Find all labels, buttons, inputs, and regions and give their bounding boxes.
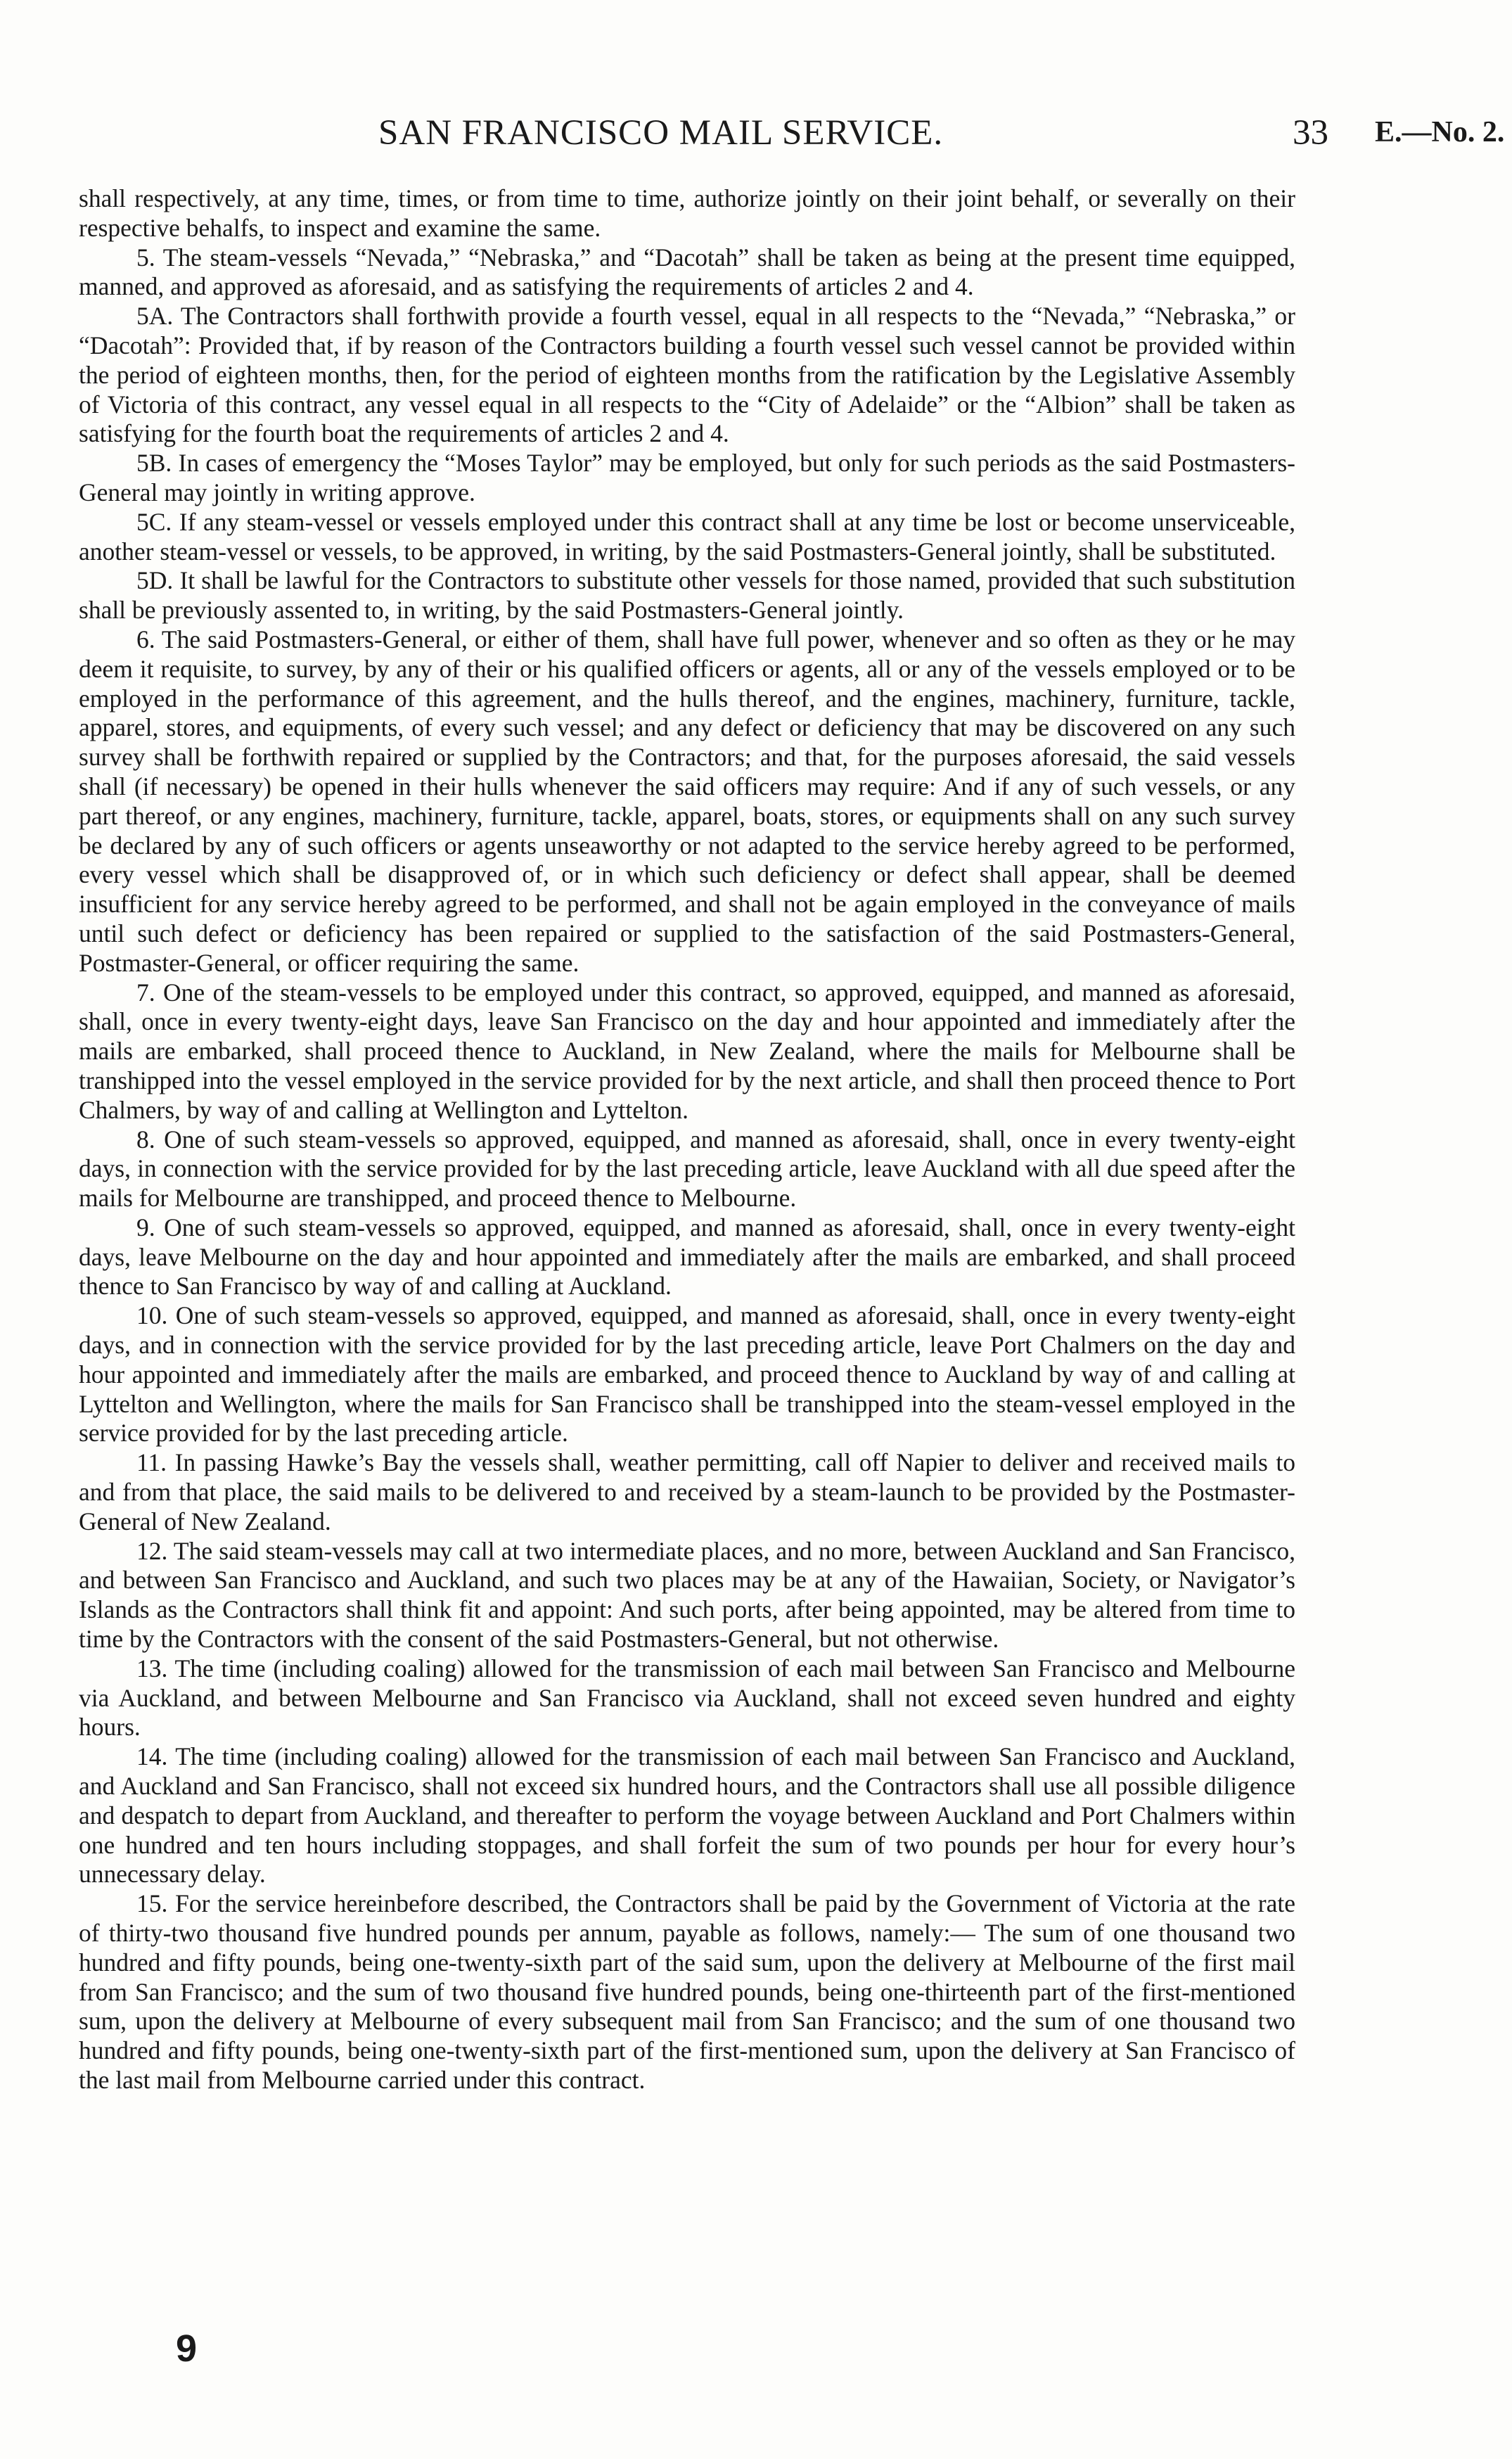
article-13: 13. The time (including coaling) allowed for the transmission of each mail between San Francisco and Melbourne via Auckland, and between Melbourne and San Francisco via Auckland, shall not exceed seven hundred and eighty hours.: [79, 1654, 1295, 1742]
article-12: 12. The said steam-vessels may call at two intermediate places, and no more, between Auckland and San Francisco, and between San Francisco and Auckland, and such two places may be at any of the Hawaiian, Society, or Navigator’s Islands as the Contractors shall think fit and appoint: And such ports, after being appointed, may be altered from time to time by the Contractors with the consent of the said Postmasters-General, but not otherwise.: [79, 1536, 1295, 1654]
article-5d: 5D. It shall be lawful for the Contractors to substitute other vessels for those named, provided that such substitution shall be previously assented to, in writing, by the said Postmasters-General jointly.: [79, 566, 1295, 625]
article-5: 5. The steam-vessels “Nevada,” “Nebraska,” and “Dacotah” shall be taken as being at the present time equipped, manned, and approved as aforesaid, and as satisfying the requirements of articles 2 and 4.: [79, 243, 1295, 301]
article-11: 11. In passing Hawke’s Bay the vessels shall, weather permitting, call off Napier to deliver and received mails to and from that place, the said mails to be delivered to and received by a steam-launch to be provided by the Postmaster-General of New Zealand.: [79, 1448, 1295, 1535]
page-title: SAN FRANCISCO MAIL SERVICE.: [378, 113, 944, 153]
article-5c: 5C. If any steam-vessel or vessels employed under this contract shall at any time be lost or become unserviceable, another steam-vessel or vessels, to be approved, in writing, by the said Postmasters-General jointly, shall be substituted.: [79, 507, 1295, 566]
paragraph-continuation: shall respectively, at any time, times, or from time to time, authorize jointly on their joint behalf, or severally on their respective behalfs, to inspect and examine the same.: [79, 184, 1295, 242]
article-5a: 5A. The Contractors shall forthwith provide a fourth vessel, equal in all respects to the “Nevada,” “Nebraska,” or “Dacotah”: Provided that, if by reason of the Contractors building a fourth vessel such vessel cannot be provided within the period of eighteen months, then, for the period of eighteen months from the ratification by the Legislative Assembly of Victoria of this contract, any vessel equal in all respects to the “City of Adelaide” or the “Albion” shall be taken as satisfying for the fourth boat the requirements of articles 2 and 4.: [79, 302, 1295, 448]
page-number: 33: [1293, 113, 1328, 153]
signature-mark: 9: [176, 2327, 198, 2370]
running-head: [0, 113, 1512, 155]
article-10: 10. One of such steam-vessels so approved, equipped, and manned as aforesaid, shall, once in every twenty-eight days, and in connection with the service provided for by the last preceding article, leave Port Chalmers on the day and hour appointed and immediately after the mails are embarked, and proceed thence to Auckland by way of and calling at Lyttelton and Wellington, where the mails for San Francisco shall be transhipped into the steam-vessel employed in the service provided for by the last preceding article.: [79, 1301, 1295, 1448]
article-15: 15. For the service hereinbefore described, the Contractors shall be paid by the Government of Victoria at the rate of thirty-two thousand five hundred pounds per annum, payable as follows, namely:— The sum of one thousand two hundred and fifty pounds, being one-twenty-sixth part of the said sum, upon the delivery at Melbourne of the first mail from San Francisco; and the sum of two thousand five hundred pounds, being one-thirteenth part of the first-mentioned sum, upon the delivery at Melbourne of every subsequent mail from San Francisco; and the sum of one thousand two hundred and fifty pounds, being one-twenty-sixth part of the first-mentioned sum, upon the delivery at San Francisco of the last mail from Melbourne carried under this contract.: [79, 1889, 1295, 2094]
article-7: 7. One of the steam-vessels to be employed under this contract, so approved, equipped, and manned as aforesaid, shall, once in every twenty-eight days, leave San Francisco on the day and hour appointed and immediately after the mails are embarked, shall proceed thence to Auckland, in New Zealand, where the mails for Melbourne shall be transhipped into the vessel employed in the service provided for by the next article, and shall then proceed thence to Port Chalmers, by way of and calling at Wellington and Lyttelton.: [79, 978, 1295, 1124]
article-9: 9. One of such steam-vessels so approved, equipped, and manned as aforesaid, shall, once in every twenty-eight days, leave Melbourne on the day and hour appointed and immediately after the mails are embarked, and shall proceed thence to San Francisco by way of and calling at Auckland.: [79, 1213, 1295, 1301]
article-6: 6. The said Postmasters-General, or either of them, shall have full power, whenever and so often as they or he may deem it requisite, to survey, by any of their or his qualified officers or agents, all or any of the vessels employed or to be employed in the performance of this agreement, and the hulls thereof, and the engines, machinery, furniture, tackle, apparel, stores, and equipments, of every such vessel; and any defect or deficiency that may be discovered on any such survey shall be forthwith repaired or supplied by the Contractors; and that, for the purposes aforesaid, the said vessels shall (if necessary) be opened in their hulls whenever the said officers may require: And if any of such vessels, or any part thereof, or any engines, machinery, furniture, tackle, apparel, boats, stores, or equipments shall on any such survey be declared by any of such officers or agents unseaworthy or not adapted to the service hereby agreed to be performed, every vessel which shall be disapproved of, or in which such deficiency or defect shall appear, shall be deemed insufficient for any service hereby agreed to be performed, and shall not be again employed in the conveyance of mails until such defect or deficiency has been repaired or supplied to the satisfaction of the said Postmasters-General, Postmaster-General, or officer requiring the same.: [79, 625, 1295, 977]
body-text: [79, 184, 1295, 2095]
document-reference: E.—No. 2.: [1375, 116, 1505, 148]
article-8: 8. One of such steam-vessels so approved, equipped, and manned as aforesaid, shall, once in every twenty-eight days, in connection with the service provided for by the last preceding article, leave Auckland with all due speed after the mails for Melbourne are transhipped, and proceed thence to Melbourne.: [79, 1125, 1295, 1213]
article-14: 14. The time (including coaling) allowed for the transmission of each mail between San Francisco and Auckland, and Auckland and San Francisco, shall not exceed six hundred hours, and the Contractors shall use all possible diligence and despatch to depart from Auckland, and thereafter to perform the voyage between Auckland and Port Chalmers within one hundred and ten hours including stoppages, and shall forfeit the sum of two pounds per hour for every hour’s unnecessary delay.: [79, 1742, 1295, 1889]
article-5b: 5B. In cases of emergency the “Moses Taylor” may be employed, but only for such periods as the said Postmasters-General may jointly in writing approve.: [79, 449, 1295, 506]
